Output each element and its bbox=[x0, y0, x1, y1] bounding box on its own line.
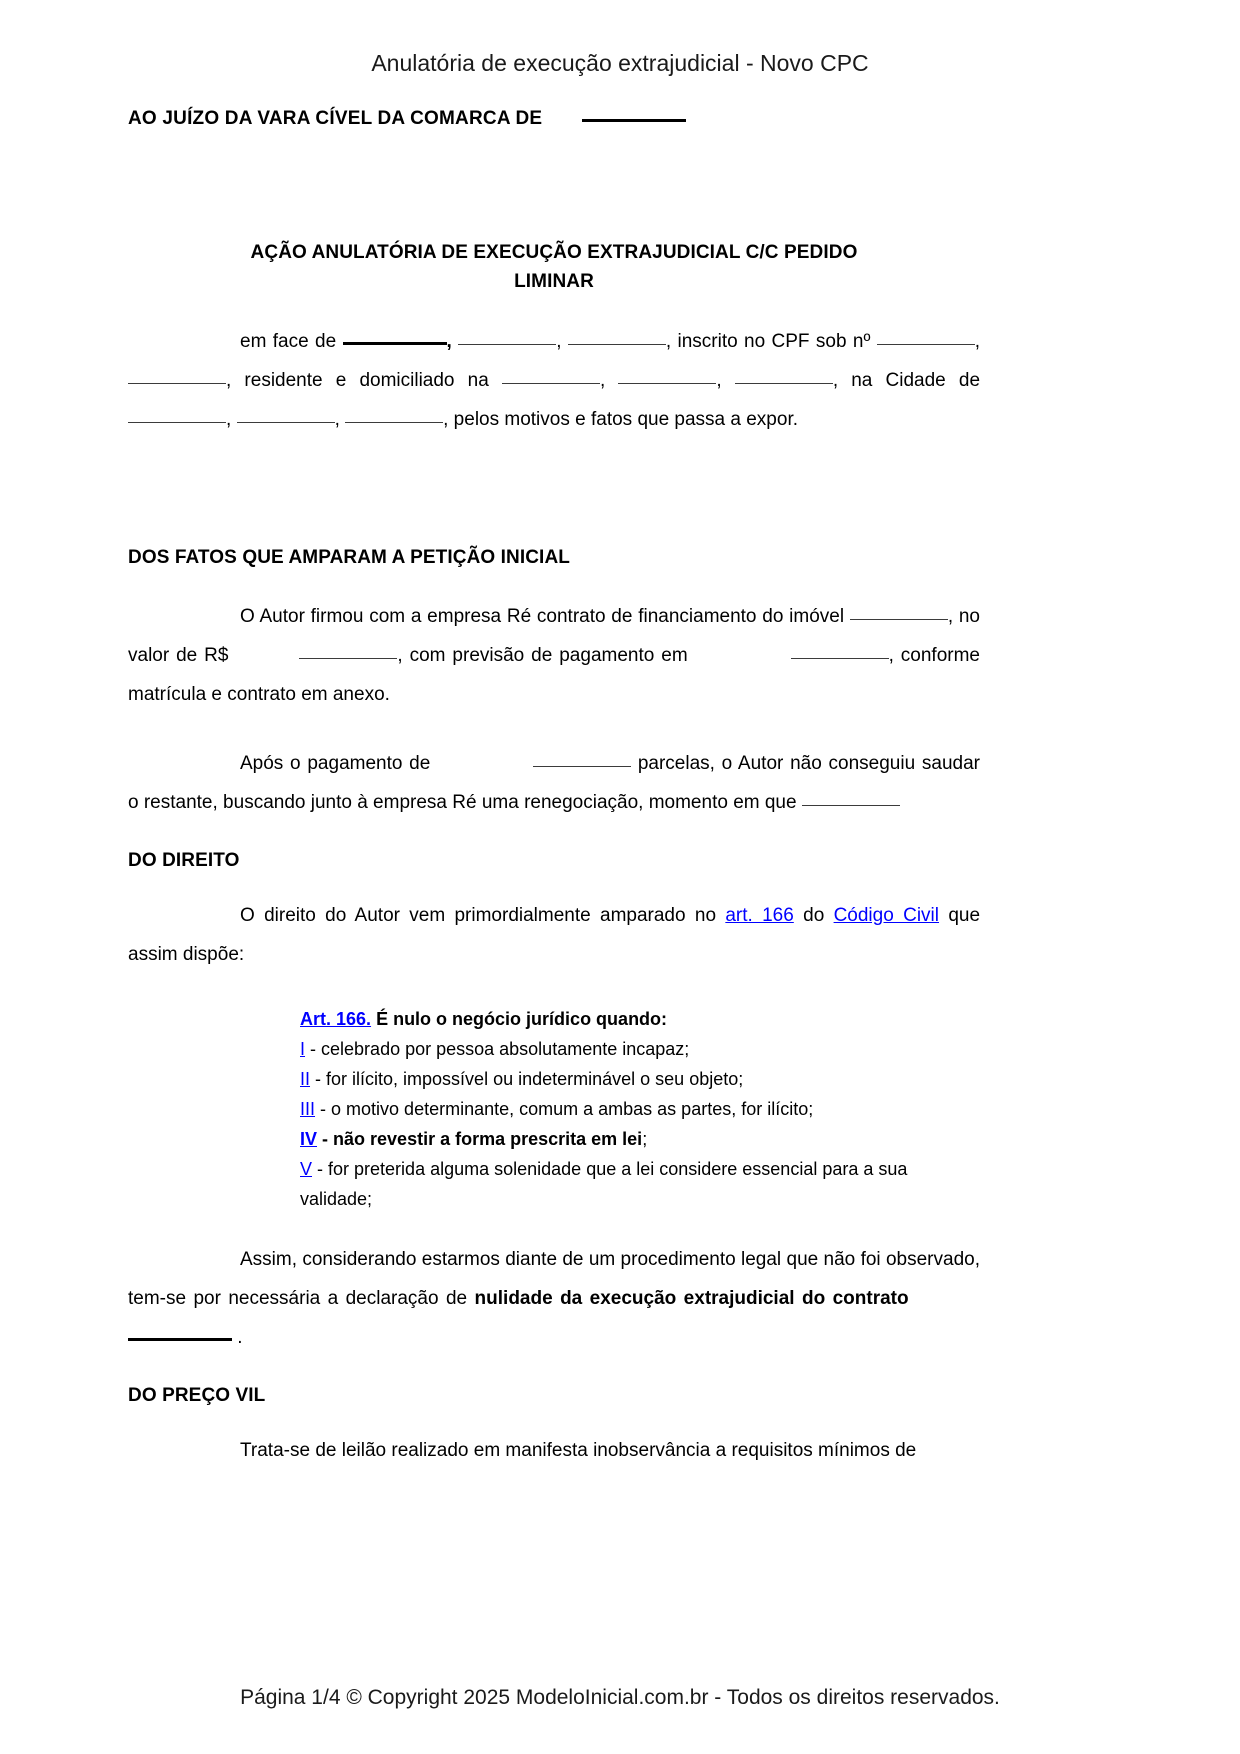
section-heading-law: DO DIREITO bbox=[128, 850, 240, 871]
statute-item-3 bbox=[300, 1094, 980, 1124]
link-inciso-iii[interactable]: III bbox=[300, 1099, 316, 1119]
spacer bbox=[128, 822, 980, 848]
blank-city[interactable] bbox=[128, 407, 226, 423]
blank-renegotiation-outcome[interactable] bbox=[802, 790, 900, 806]
blank-zipcode[interactable] bbox=[345, 407, 443, 423]
law-paragraph-2 bbox=[128, 1240, 980, 1357]
facts-paragraph-1 bbox=[128, 597, 980, 714]
statute-item-3-text: - o motivo determinante, comum a ambas as partes, for ilícito; bbox=[320, 1099, 814, 1119]
blank-property-id[interactable] bbox=[850, 604, 948, 620]
blank-installments-count[interactable] bbox=[533, 751, 631, 767]
qualification-text-10: , bbox=[226, 409, 232, 430]
facts-text-1b: , no valor de R$ bbox=[128, 606, 980, 666]
blank-address-street[interactable] bbox=[502, 368, 600, 384]
spacer bbox=[128, 974, 980, 1004]
spacer bbox=[128, 202, 980, 238]
blank-contract-reference[interactable] bbox=[128, 1323, 232, 1341]
section-heading-facts: DOS FATOS QUE AMPARAM A PETIÇÃO INICIAL bbox=[128, 547, 570, 568]
spacer bbox=[128, 874, 980, 896]
link-inciso-iv[interactable]: IV bbox=[300, 1129, 318, 1149]
statute-item-4-suffix: ; bbox=[642, 1129, 648, 1149]
blank-comarca[interactable] bbox=[582, 104, 686, 122]
document-header-title: Anulatória de execução extrajudicial - Novo CPC bbox=[371, 50, 869, 76]
spacer bbox=[128, 571, 980, 597]
law-text-2-bold: nulidade da execução extrajudicial do contrato bbox=[474, 1288, 909, 1309]
statute-item-4 bbox=[300, 1124, 980, 1154]
facts-text-1c: , com previsão de pagamento em bbox=[397, 645, 688, 666]
blank-address-number[interactable] bbox=[618, 368, 716, 384]
law-text-1b: do bbox=[803, 905, 825, 926]
statute-item-2 bbox=[300, 1064, 980, 1094]
blank-contract-value[interactable] bbox=[299, 643, 397, 659]
spacer bbox=[128, 1214, 980, 1240]
qualification-text-12: , pelos motivos e fatos que passa a expor. bbox=[443, 409, 799, 430]
facts-paragraph-2 bbox=[128, 744, 980, 822]
court-addressing-text: AO JUÍZO DA VARA CÍVEL DA COMARCA DE bbox=[128, 108, 543, 129]
facts-text-1d: , conforme matrícula e contrato em anexo. bbox=[128, 645, 981, 705]
court-addressing-line bbox=[128, 104, 980, 132]
document-title-line2: LIMINAR bbox=[514, 271, 594, 292]
spacer bbox=[128, 714, 980, 744]
statute-quote-block bbox=[128, 1004, 980, 1214]
facts-text-2a: Após o pagamento de bbox=[240, 753, 431, 774]
law-text-2a: Assim, considerando estarmos diante de um procedimento legal que não foi observado, tem-se por necessária a declaração de bbox=[128, 1249, 980, 1309]
link-art-166[interactable]: art. 166 bbox=[725, 905, 794, 926]
document-title-line1: AÇÃO ANULATÓRIA DE EXECUÇÃO EXTRAJUDICIAL C/C PEDIDO bbox=[250, 242, 858, 263]
statute-item-5-text: - for preterida alguma solenidade que a lei considere essencial para a sua validade; bbox=[300, 1159, 908, 1209]
spacer bbox=[128, 1409, 980, 1431]
qualification-text-11: , bbox=[334, 409, 340, 430]
spacer bbox=[128, 509, 980, 545]
law-text-1c: que assim dispõe: bbox=[128, 905, 981, 965]
facts-text-1a: O Autor firmou com a empresa Ré contrato de financiamento do imóvel bbox=[240, 606, 845, 627]
link-inciso-i[interactable]: I bbox=[300, 1039, 306, 1059]
qualification-text-6: , residente e domiciliado na bbox=[226, 370, 489, 391]
spacer bbox=[128, 132, 980, 202]
link-inciso-v[interactable]: V bbox=[300, 1159, 313, 1179]
blank-defendant-name[interactable] bbox=[343, 327, 447, 345]
spacer bbox=[128, 1357, 980, 1383]
blank-cpf[interactable] bbox=[877, 329, 975, 345]
blank-address-district[interactable] bbox=[735, 368, 833, 384]
statute-item-1 bbox=[300, 1034, 980, 1064]
qualification-text-3: , bbox=[556, 331, 562, 352]
statute-item-4-text: - não revestir a forma prescrita em lei bbox=[322, 1129, 643, 1149]
section-heading-vile-price: DO PREÇO VIL bbox=[128, 1385, 266, 1406]
blank-defendant-qualifier-2[interactable] bbox=[568, 329, 666, 345]
qualification-text-8: , bbox=[716, 370, 722, 391]
blank-state[interactable] bbox=[237, 407, 335, 423]
link-inciso-ii[interactable]: II bbox=[300, 1069, 311, 1089]
law-text-1a: O direito do Autor vem primordialmente amparado no bbox=[240, 905, 717, 926]
link-codigo-civil[interactable]: Código Civil bbox=[833, 905, 939, 926]
vile-price-paragraph-1: Trata-se de leilão realizado em manifesta inobservância a requisitos mínimos de bbox=[240, 1440, 917, 1461]
spacer bbox=[128, 439, 980, 509]
blank-payment-term[interactable] bbox=[791, 643, 889, 659]
facts-text-2b: parcelas, o Autor não conseguiu saudar o restante, buscando junto à empresa Ré uma renegociação, momento em que bbox=[128, 753, 981, 813]
document-footer: Página 1/4 © Copyright 2025 ModeloInicial.com.br - Todos os direitos reservados. bbox=[240, 1686, 1000, 1709]
statute-caput-line bbox=[300, 1004, 980, 1034]
statute-item-2-text: - for ilícito, impossível ou indeterminável o seu objeto; bbox=[315, 1069, 744, 1089]
statute-item-1-text: - celebrado por pessoa absolutamente incapaz; bbox=[310, 1039, 690, 1059]
qualification-text-7: , bbox=[599, 370, 606, 391]
qualification-text-2: , bbox=[446, 331, 452, 352]
statute-caput-text: É nulo o negócio jurídico quando: bbox=[376, 1009, 668, 1029]
link-art-166-quote[interactable]: Art. 166. bbox=[300, 1009, 372, 1029]
blank-defendant-qualifier-1[interactable] bbox=[458, 329, 556, 345]
statute-item-5 bbox=[300, 1154, 980, 1214]
qualification-text-5: , bbox=[974, 331, 981, 352]
document-body bbox=[128, 104, 980, 1470]
qualification-text-1: em face de bbox=[240, 331, 337, 352]
qualification-paragraph bbox=[128, 322, 980, 439]
law-paragraph-1 bbox=[128, 896, 980, 974]
qualification-text-4: , inscrito no CPF sob nº bbox=[665, 331, 871, 352]
law-text-2b: . bbox=[237, 1327, 243, 1348]
blank-document-rg[interactable] bbox=[128, 368, 226, 384]
qualification-text-9: , na Cidade de bbox=[832, 370, 981, 391]
spacer bbox=[128, 296, 980, 322]
